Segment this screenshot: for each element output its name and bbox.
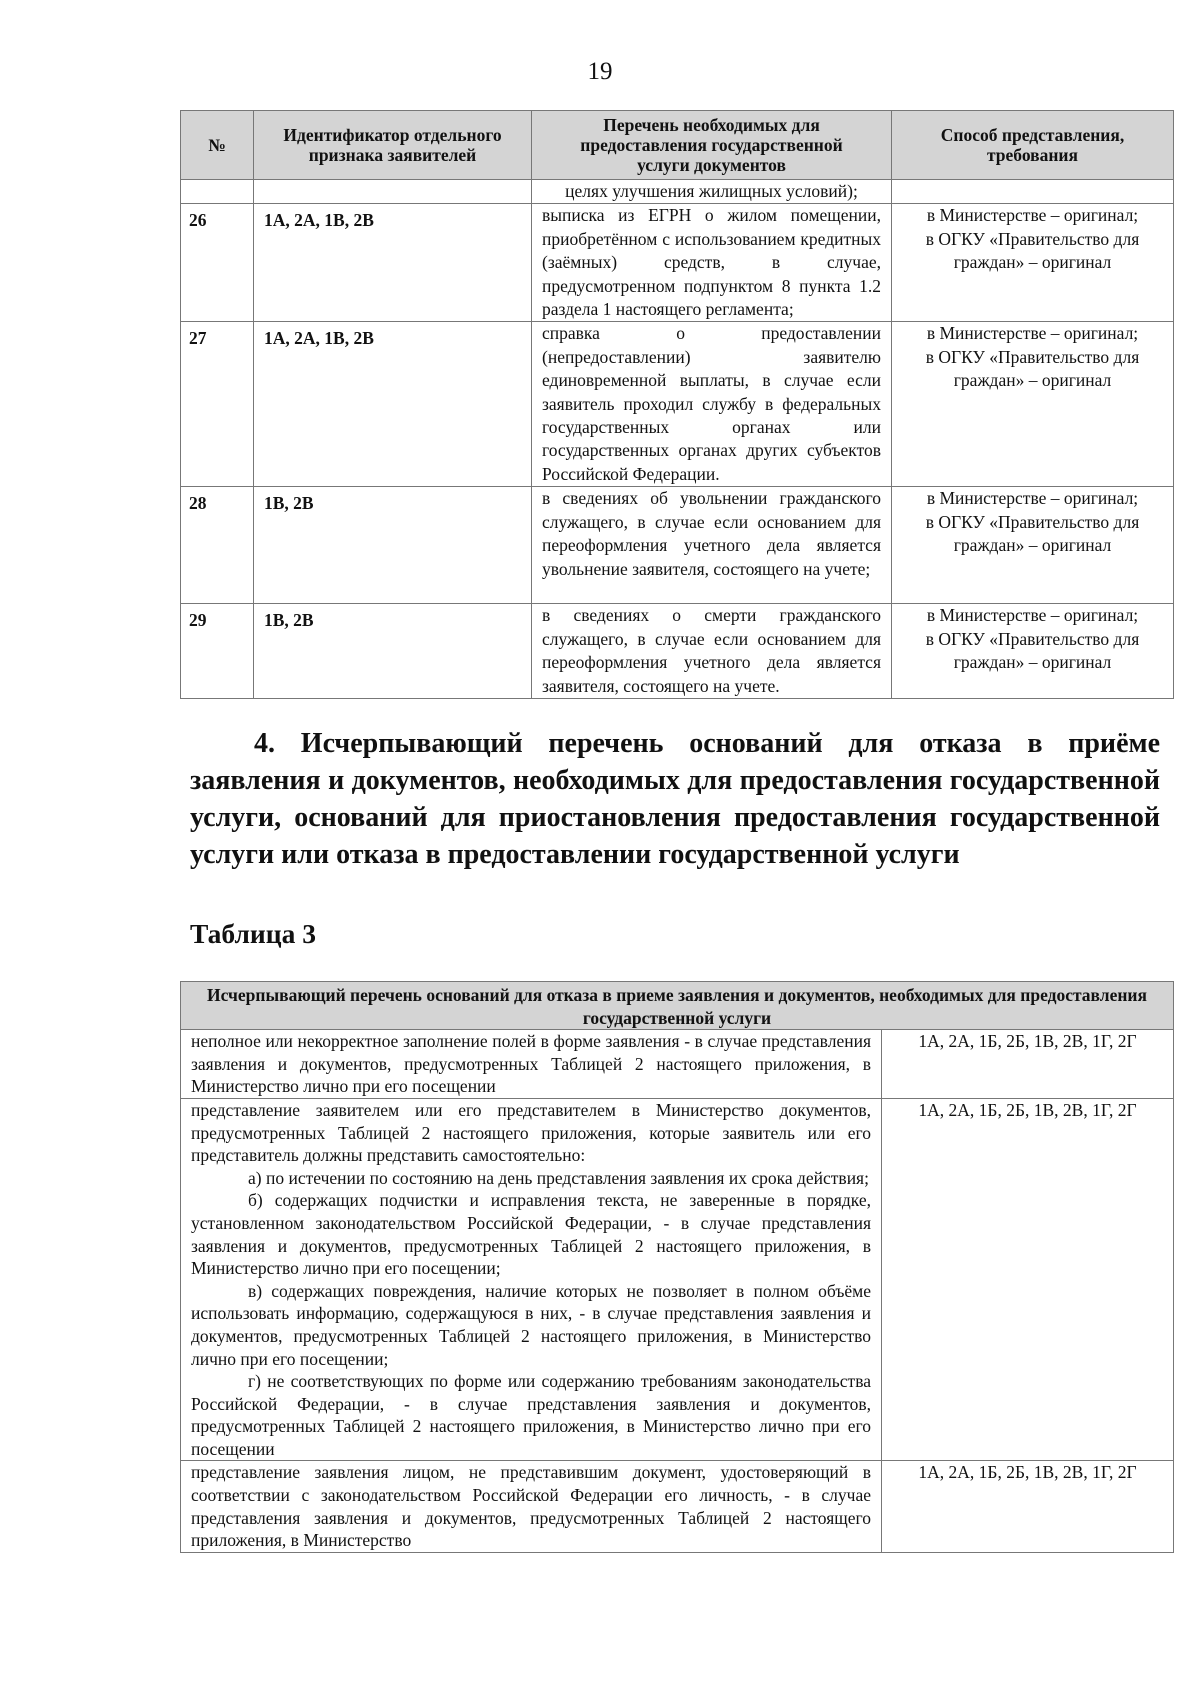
document-description: справка о предоставлении (непредоставлении) заявителю единовременной выплаты, в случае если заявитель проходил службу в федеральных государственных органах или государственных органах других субъектов Российской Федерации. bbox=[532, 322, 892, 487]
method-ministry: в Министерстве – оригинал; bbox=[926, 488, 1139, 509]
section-heading: 4. Исчерпывающий перечень оснований для отказа в приёме заявления и документов, необходимых для предоставления государственной услуги, оснований для приостановления предоставления государственной услуги или отказа в предоставлении государственной услуги bbox=[190, 728, 1160, 870]
refusal-reason: неполное или некорректное заполнение полей в форме заявления - в случае представления заявления и документов, предусмотренных Таблицей 2 настоящего приложения, в Министерство лично при его посещении bbox=[181, 1030, 882, 1099]
refusal-reason: представление заявителем или его представителем в Министерство документов, предусмотренных Таблицей 2 настоящего приложения, которые заявитель или его представитель должны представить самостоятельно: а) по истечении по состоянию на день представления заявления их срока действия; б) содержащих подчистки и исправления текста, не заверенные в порядке, установленном законодательством Российской Федерации, - в случае представления заявления и документов, предусмотренных Таблицей 2 настоящего приложения, в Министерство лично при его посещении; в) содержащих повреждения, наличие которых не позволяет в полном объёме использовать информацию, содержащуюся в них, - в случае представления заявления и документов, предусмотренных Таблицей 2 настоящего приложения, в Министерство лично при его посещении; г) не соответствующих по форме или содержанию требованиям законодательства Российской Федерации, - в случае представления заявления и документов, предусмотренных Таблицей 2 настоящего приложения, в Министерство лично при его посещении bbox=[181, 1098, 882, 1461]
table-header-row bbox=[181, 982, 1174, 1030]
reason-item-g: г) не соответствующих по форме или содержанию требованиям законодательства Российской Федерации, - в случае представления заявления и документов, предусмотренных Таблицей 2 настоящего приложения, в Министерство лично при его посещении bbox=[191, 1371, 871, 1459]
page-number: 19 bbox=[587, 58, 613, 85]
reason-item-v: в) содержащих повреждения, наличие которых не позволяет в полном объёме использовать информацию, содержащуюся в них, - в случае представления заявления и документов, предусмотренных Таблицей 2 настоящего приложения, в Министерство лично при его посещении; bbox=[191, 1280, 871, 1369]
submission-method bbox=[892, 204, 1174, 322]
row-number: 27 bbox=[181, 322, 254, 487]
documents-table bbox=[180, 110, 1174, 699]
continued-text: целях улучшения жилищных условий); bbox=[532, 180, 892, 204]
refusal-grounds-table bbox=[180, 981, 1174, 1553]
applicant-codes: 1А, 2А, 1Б, 2Б, 1В, 2В, 1Г, 2Г bbox=[882, 1098, 1174, 1461]
reason-item-b: б) содержащих подчистки и исправления текста, не заверенные в порядке, установленном законодательством Российской Федерации, - в случае представления заявления и документов, предусмотренных Таблицей 2 настоящего приложения, в Министерство лично при его посещении; bbox=[191, 1190, 871, 1279]
applicant-codes: 1А, 2А, 1Б, 2Б, 1В, 2В, 1Г, 2Г bbox=[882, 1461, 1174, 1552]
row-number: 29 bbox=[181, 604, 254, 699]
method-ogku: в ОГКУ «Правительство для граждан» – оригинал bbox=[925, 511, 1140, 556]
submission-method bbox=[892, 322, 1174, 487]
method-ministry: в Министерстве – оригинал; bbox=[926, 323, 1139, 344]
table-row-continuation bbox=[181, 180, 1174, 204]
document-description: выписка из ЕГРН о жилом помещении, приобретённом с использованием кредитных (заёмных) средств, в случае, предусмотренном подпунктом 8 пункта 1.2 раздела 1 настоящего регламента; bbox=[532, 204, 892, 322]
row-number: 26 bbox=[181, 204, 254, 322]
table-row bbox=[181, 487, 1174, 604]
submission-method bbox=[892, 604, 1174, 699]
submission-method bbox=[892, 487, 1174, 604]
document-description: в сведениях о смерти гражданского служащего, в случае если основанием для переоформления учетного дела является заявителя, состоящего на учете. bbox=[532, 604, 892, 699]
row-number: 28 bbox=[181, 487, 254, 604]
table-row bbox=[181, 322, 1174, 487]
header-identifier: Идентификатор отдельного признака заявителей bbox=[254, 111, 532, 180]
table-row bbox=[181, 1098, 1174, 1461]
table-row bbox=[181, 204, 1174, 322]
method-ministry: в Министерстве – оригинал; bbox=[926, 205, 1139, 226]
table-row bbox=[181, 604, 1174, 699]
applicant-codes: 1А, 2А, 1Б, 2Б, 1В, 2В, 1Г, 2Г bbox=[882, 1030, 1174, 1099]
table-row bbox=[181, 1030, 1174, 1099]
applicant-identifiers: 1А, 2А, 1В, 2В bbox=[254, 322, 532, 487]
method-ogku: в ОГКУ «Правительство для граждан» – оригинал bbox=[925, 228, 1140, 273]
method-ogku: в ОГКУ «Правительство для граждан» – оригинал bbox=[925, 628, 1140, 673]
table-caption: Таблица 3 bbox=[190, 918, 316, 949]
header-num: № bbox=[181, 111, 254, 180]
header-method: Способ представления, требования bbox=[892, 111, 1174, 180]
document-description: в сведениях об увольнении гражданского служащего, в случае если основанием для переоформления учетного дела является увольнение заявителя, состоящего на учете; bbox=[532, 487, 892, 604]
reason-item-a: а) по истечении по состоянию на день представления заявления их срока действия; bbox=[248, 1167, 869, 1188]
table-row bbox=[181, 1461, 1174, 1552]
applicant-identifiers: 1В, 2В bbox=[254, 604, 532, 699]
header-documents: Перечень необходимых для предоставления государственной услуги документов bbox=[532, 111, 892, 180]
method-ministry: в Министерстве – оригинал; bbox=[926, 605, 1139, 626]
refusal-grounds-header: Исчерпывающий перечень оснований для отказа в приеме заявления и документов, необходимых для предоставления государственной услуги bbox=[181, 982, 1174, 1030]
applicant-identifiers: 1В, 2В bbox=[254, 487, 532, 604]
refusal-reason: представление заявления лицом, не представившим документ, удостоверяющий в соответствии с законодательством Российской Федерации его личность, - в случае представления заявления и документов, предусмотренных Таблицей 2 настоящего приложения, в Министерство bbox=[181, 1461, 882, 1552]
method-ogku: в ОГКУ «Правительство для граждан» – оригинал bbox=[925, 346, 1140, 391]
applicant-identifiers: 1А, 2А, 1В, 2В bbox=[254, 204, 532, 322]
table-header-row bbox=[181, 111, 1174, 180]
